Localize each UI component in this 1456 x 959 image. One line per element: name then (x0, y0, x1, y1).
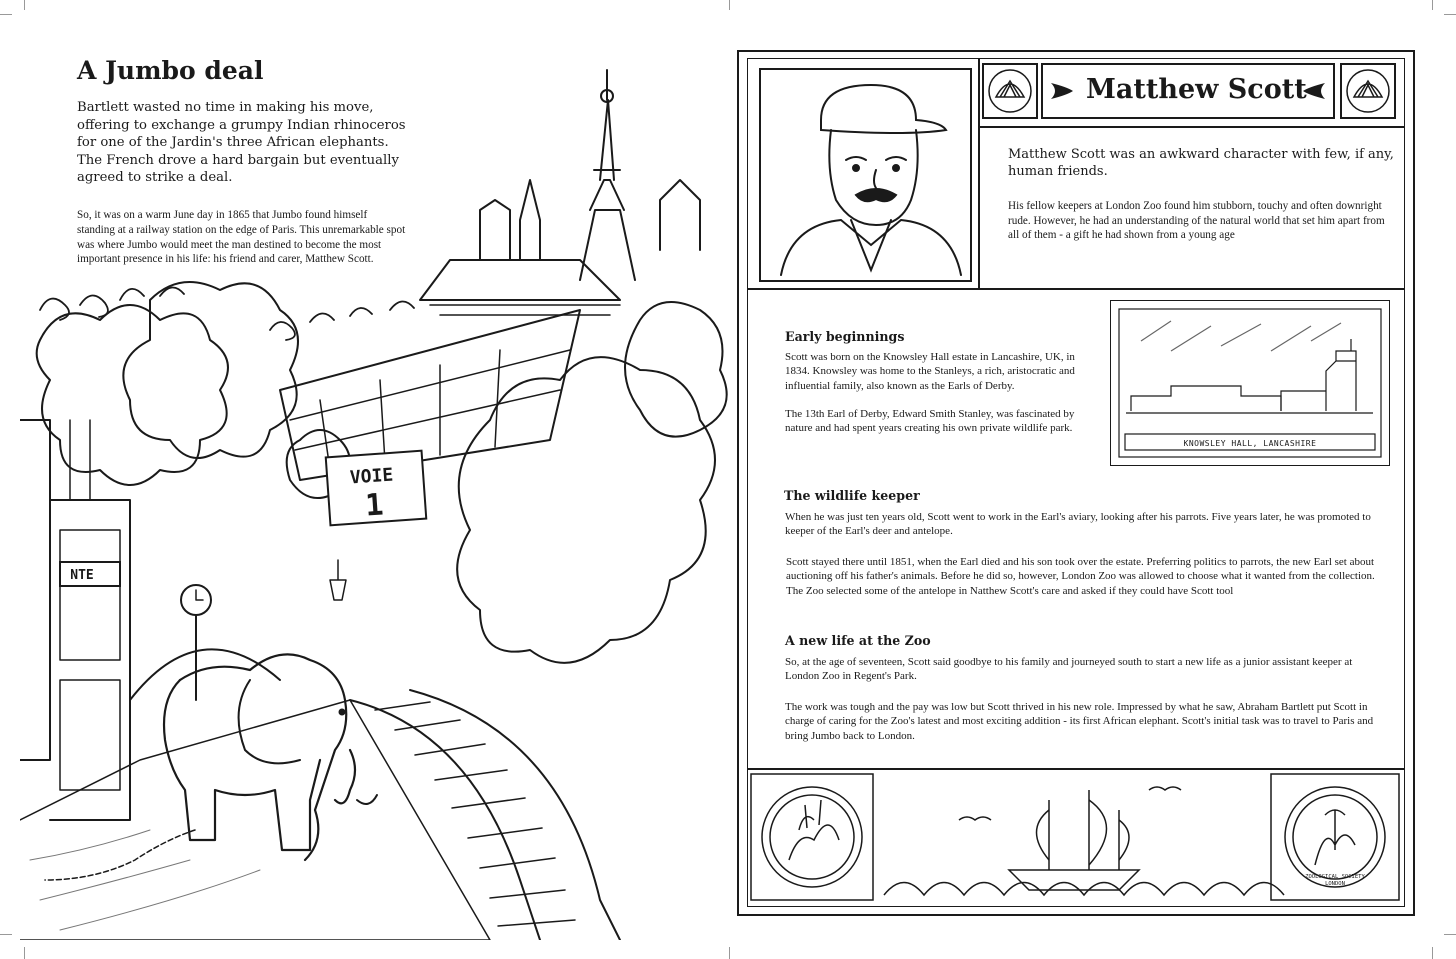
section-heading-keeper: The wildlife keeper (784, 488, 920, 503)
crop-mark (1432, 947, 1433, 959)
keeper-paragraph-2: Scott stayed there until 1851, when the Earl died and his son took over the estate. Preferring politics to parrots, the new Earl set about auctioning off his father's animals. Before he did so, however, London Zoo was allowed to choose what it wanted from the collection. The Zoo selected some of the antelope in Natthew Scott's care and asked if they could have Scott tool (786, 556, 1375, 597)
inner-border (1404, 58, 1405, 906)
early-paragraph-2: The 13th Earl of Derby, Edward Smith Stanley, was fascinated by nature and had spent years creating his own private wildlife park. (785, 408, 1075, 435)
profile-title: Matthew Scott (1086, 74, 1307, 105)
section-divider (747, 288, 1405, 290)
zoo-paragraph-2: The work was tough and the pay was low but Scott thrived in his new role. Impressed by what he saw, Abraham Bartlett put Scott in charge of caring for the Zoo's latest and most exciting addition - its first African elephant. Scott's initial task was to travel to Paris and bring Jumbo back to London. (785, 701, 1374, 742)
profile-detail: His fellow keepers at London Zoo found him stubborn, touchy and often downright rude. However, he had an understanding of the natural world that set him apart from all of them - a gift he had shown from a young age (1008, 200, 1385, 241)
crop-mark (1432, 0, 1433, 10)
bottom-illustration-band (749, 770, 1403, 904)
shell-icon (984, 65, 1036, 117)
shell-ornament-left-box (982, 63, 1038, 119)
crop-mark (24, 947, 25, 959)
keeper-paragraph-1: When he was just ten years old, Scott went to work in the Earl's aviary, looking after his parrots. Five years later, he was promoted to keeper of the Earl's deer and antelope. (785, 511, 1371, 538)
crop-mark (1444, 934, 1456, 935)
profile-intro: Matthew Scott was an awkward character with few, if any, human friends. (1008, 147, 1394, 179)
medallion-caption-bottom: LONDON (1325, 881, 1345, 887)
crop-mark (1444, 14, 1456, 15)
body-paragraph: So, it was on a warm June day in 1865 that Jumbo found himself standing at a railway station on the edge of Paris. This unremarkable spot was where Jumbo would meet the man destined to become the most important presence in his life: his friend and carer, Matthew Scott. (77, 209, 406, 266)
section-divider (980, 126, 1404, 128)
crop-mark (729, 0, 730, 10)
shop-sign-text: NTE (70, 568, 94, 583)
section-divider (978, 58, 980, 288)
inner-border (747, 58, 1405, 59)
inner-border (747, 58, 748, 906)
flourish-left-icon (1051, 83, 1073, 99)
inner-border (747, 906, 1405, 907)
platform-sign-word: VOIE (349, 464, 394, 489)
knowsley-hall-picture (1110, 300, 1390, 466)
shell-ornament-right-box (1340, 63, 1396, 119)
crop-mark (729, 947, 730, 959)
zoo-paragraph-1: So, at the age of seventeen, Scott said goodbye to his family and journeyed south to start a new life as a junior assistant keeper at London Zoo in Regent's Park. (785, 656, 1353, 683)
medallion-caption-top: ZOOLOGICAL SOCIETY (1305, 874, 1365, 880)
portrait-frame (759, 68, 972, 282)
matthew-scott-portrait (761, 70, 970, 280)
animal-medallion-left (762, 787, 862, 887)
section-heading-zoo: A new life at the Zoo (785, 633, 931, 648)
shell-icon (1342, 65, 1394, 117)
early-paragraph-1: Scott was born on the Knowsley Hall estate in Lancashire, UK, in 1834. Knowsley was home to the Stanleys, a rich, aristocratic and influential family, also known as the Earls of Derby. (785, 351, 1075, 392)
crop-mark (0, 14, 12, 15)
page-title: A Jumbo deal (77, 56, 264, 85)
intro-paragraph: Bartlett wasted no time in making his move, offering to exchange a grumpy Indian rhinoceros for one of the Jardin's three African elephants. The French drove a hard bargain but eventually agreed to strike a deal. (77, 100, 406, 185)
section-heading-early: Early beginnings (785, 329, 905, 344)
knowsley-caption: KNOWSLEY HALL, LANCASHIRE (1183, 439, 1317, 448)
crop-mark (0, 934, 12, 935)
platform-sign-number: 1 (364, 487, 385, 524)
crop-mark (24, 0, 25, 10)
